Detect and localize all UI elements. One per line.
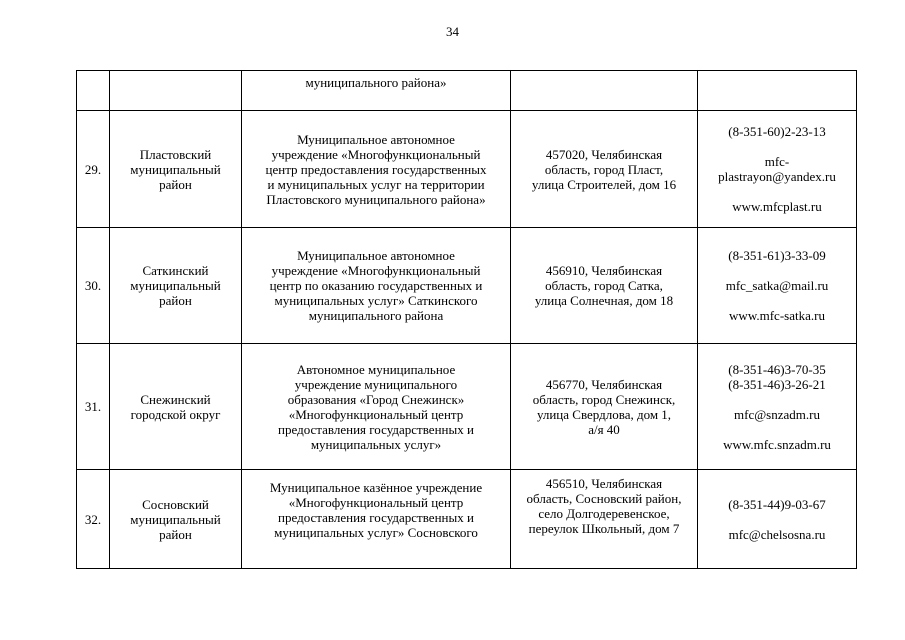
address-cell: [511, 71, 698, 111]
address-line: область, город Снежинск,: [532, 391, 676, 407]
district-line: район: [159, 176, 192, 192]
organization-line: Муниципальное казённое учреждение: [269, 480, 483, 495]
organization-line: муниципальных услуг» Сосновского: [274, 525, 478, 540]
district-line: муниципальный: [130, 511, 221, 527]
district-line: район: [159, 293, 192, 308]
number-cell: 31.: [77, 344, 110, 470]
organization-cell: [242, 111, 511, 228]
organization-cell: [242, 71, 511, 111]
phone-text: (8-351-44)9-03-67: [728, 496, 826, 512]
number-cell: 32.: [77, 470, 110, 569]
website-link[interactable]: www.mfc-satka.ru: [729, 308, 825, 323]
organization-line: и муниципальных услуг на территории: [267, 176, 485, 192]
email-link[interactable]: mfc-: [764, 154, 790, 169]
district-line: муниципальный: [130, 278, 221, 293]
mfc-registry-table: [76, 70, 857, 569]
organization-line: Муниципальное автономное: [297, 248, 455, 263]
table-row: [77, 470, 857, 569]
organization-line: центр предоставления государственных: [265, 161, 487, 177]
contacts-cell: [698, 111, 857, 228]
district-line: район: [159, 526, 192, 542]
address-cell: [511, 344, 698, 470]
organization-line: учреждение муниципального: [294, 376, 458, 392]
phone-text: (8-351-61)3-33-09: [728, 248, 826, 263]
contacts-cell: [698, 344, 857, 470]
organization-line: учреждение «Многофункциональный: [271, 263, 481, 278]
organization-line: предоставления государственных и: [278, 510, 474, 525]
contacts-cell: [698, 228, 857, 344]
email-link[interactable]: mfc@chelsosna.ru: [728, 526, 826, 542]
organization-line: «Многофункциональный центр: [288, 406, 464, 422]
number-cell: [77, 71, 110, 111]
district-cell: [110, 228, 242, 344]
email-link[interactable]: plastrayon@yandex.ru: [718, 169, 836, 184]
table-row: [77, 344, 857, 470]
number-cell: 29.: [77, 111, 110, 228]
organization-line: муниципальных услуг» Саткинского: [274, 293, 478, 308]
phone-text: (8-351-46)3-70-35: [728, 361, 826, 377]
table-row: [77, 111, 857, 228]
district-line: Сосновский: [142, 496, 209, 512]
address-line: а/я 40: [588, 421, 620, 437]
organization-line: образования «Город Снежинск»: [287, 391, 465, 407]
address-line: 456510, Челябинская: [545, 476, 663, 491]
district-line: городской округ: [130, 406, 221, 422]
address-cell: [511, 228, 698, 344]
email-link[interactable]: mfc_satka@mail.ru: [725, 278, 829, 293]
number-cell: 30.: [77, 228, 110, 344]
page-number: 34: [446, 24, 459, 39]
address-cell: [511, 111, 698, 228]
organization-line: центр по оказанию государственных и: [269, 278, 483, 293]
website-link[interactable]: www.mfc.snzadm.ru: [723, 436, 831, 452]
district-cell: [110, 344, 242, 470]
district-cell: [110, 470, 242, 569]
organization-line: предоставления государственных и: [278, 421, 474, 437]
phone-text: (8-351-46)3-26-21: [728, 376, 826, 392]
address-line: переулок Школьный, дом 7: [528, 521, 680, 536]
address-line: область, город Пласт,: [544, 161, 664, 177]
address-line: 456910, Челябинская: [545, 263, 663, 278]
organization-cell: [242, 344, 511, 470]
address-line: 456770, Челябинская: [545, 376, 663, 392]
organization-line: муниципальных услуг»: [310, 436, 442, 452]
contacts-cell: [698, 71, 857, 111]
phone-text: (8-351-60)2-23-13: [728, 124, 826, 139]
district-cell: [110, 71, 242, 111]
address-line: улица Строителей, дом 16: [531, 176, 677, 192]
district-line: Снежинский: [140, 391, 211, 407]
address-line: 457020, Челябинская: [545, 146, 663, 162]
address-line: область, Сосновский район,: [526, 491, 682, 506]
address-cell: [511, 470, 698, 569]
district-line: муниципальный: [130, 161, 221, 177]
address-line: улица Свердлова, дом 1,: [536, 406, 672, 422]
district-line: Саткинский: [142, 263, 209, 278]
organization-line: муниципального района: [308, 308, 444, 323]
address-line: улица Солнечная, дом 18: [534, 293, 674, 308]
organization-line: учреждение «Многофункциональный: [271, 146, 481, 162]
address-line: село Долгодеревенское,: [538, 506, 670, 521]
email-link[interactable]: mfc@snzadm.ru: [734, 406, 820, 422]
district-line: Пластовский: [139, 146, 212, 162]
address-line: область, город Сатка,: [545, 278, 663, 293]
organization-cell: [242, 228, 511, 344]
website-link[interactable]: www.mfcplast.ru: [732, 199, 822, 214]
organization-line: Пластовского муниципального района»: [266, 191, 486, 207]
organization-line: Муниципальное автономное: [297, 131, 455, 147]
district-cell: [110, 111, 242, 228]
table-row: [77, 228, 857, 344]
contacts-cell: [698, 470, 857, 569]
organization-cell: [242, 470, 511, 569]
organization-line: «Многофункциональный центр: [288, 495, 464, 510]
organization-line: муниципального района»: [305, 75, 447, 90]
organization-line: Автономное муниципальное: [296, 361, 456, 377]
table-row-continuation: [77, 71, 857, 111]
